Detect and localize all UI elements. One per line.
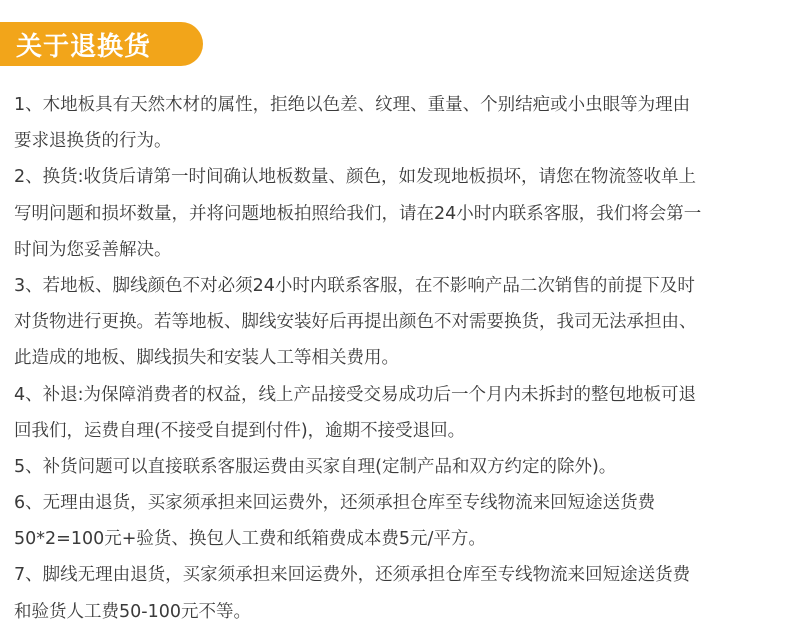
policy-text-line: 要求退换货的行为。 — [14, 131, 172, 152]
section-title: 关于退换货 — [16, 31, 152, 62]
policy-text-line: 50*2=100元+验货、换包人工费和纸箱费成本费5元/平方。 — [14, 529, 486, 550]
policy-item-2 — [14, 159, 780, 268]
policy-text-line: 写明问题和损坏数量，并将问题地板拍照给我们，请在24小时内联系客服，我们将会第一 — [14, 203, 702, 224]
policy-item-1 — [14, 87, 780, 159]
policy-text-line: 和验货人工费50-100元不等。 — [14, 601, 251, 622]
policy-text-line: 对货物进行更换。若等地板、脚线安装好后再提出颜色不对需要换货，我司无法承担由、 — [14, 312, 697, 333]
policy-text-line: 5、补货问题可以直接联系客服运费由买家自理(定制产品和双方约定的除外)。 — [14, 456, 617, 477]
policy-text-line: 回我们，运费自理(不接受自提到付件)，逾期不接受退回。 — [14, 420, 466, 441]
policy-item-7 — [14, 557, 780, 629]
policy-text-line: 2、换货:收货后请第一时间确认地板数量、颜色，如发现地板损坏，请您在物流签收单上 — [14, 167, 697, 188]
policy-text-line: 4、补退:为保障消费者的权益，线上产品接受交易成功后一个月内未拆封的整包地板可退 — [14, 384, 697, 405]
policy-item-5 — [14, 449, 780, 485]
policy-text-line: 1、木地板具有天然木材的属性，拒绝以色差、纹理、重量、个别结疤或小虫眼等为理由 — [14, 95, 691, 115]
policy-text-line: 6、无理由退货，买家须承担来回运费外，还须承担仓库至专线物流来回短途送货费 — [14, 493, 656, 514]
policy-text-line: 时间为您妥善解决。 — [14, 239, 172, 260]
policy-text-line: 3、若地板、脚线颜色不对必须24小时内联系客服，在不影响产品二次销售的前提下及时 — [14, 275, 695, 296]
policy-text-line: 此造成的地板、脚线损失和安装人工等相关费用。 — [14, 348, 399, 369]
policy-item-3 — [14, 268, 780, 377]
policy-item-6 — [14, 485, 780, 557]
section-header-tab — [0, 22, 203, 66]
return-policy-list — [14, 87, 780, 630]
policy-item-4 — [14, 377, 780, 449]
policy-text-line: 7、脚线无理由退货，买家须承担来回运费外，还须承担仓库至专线物流来回短途送货费 — [14, 565, 691, 586]
